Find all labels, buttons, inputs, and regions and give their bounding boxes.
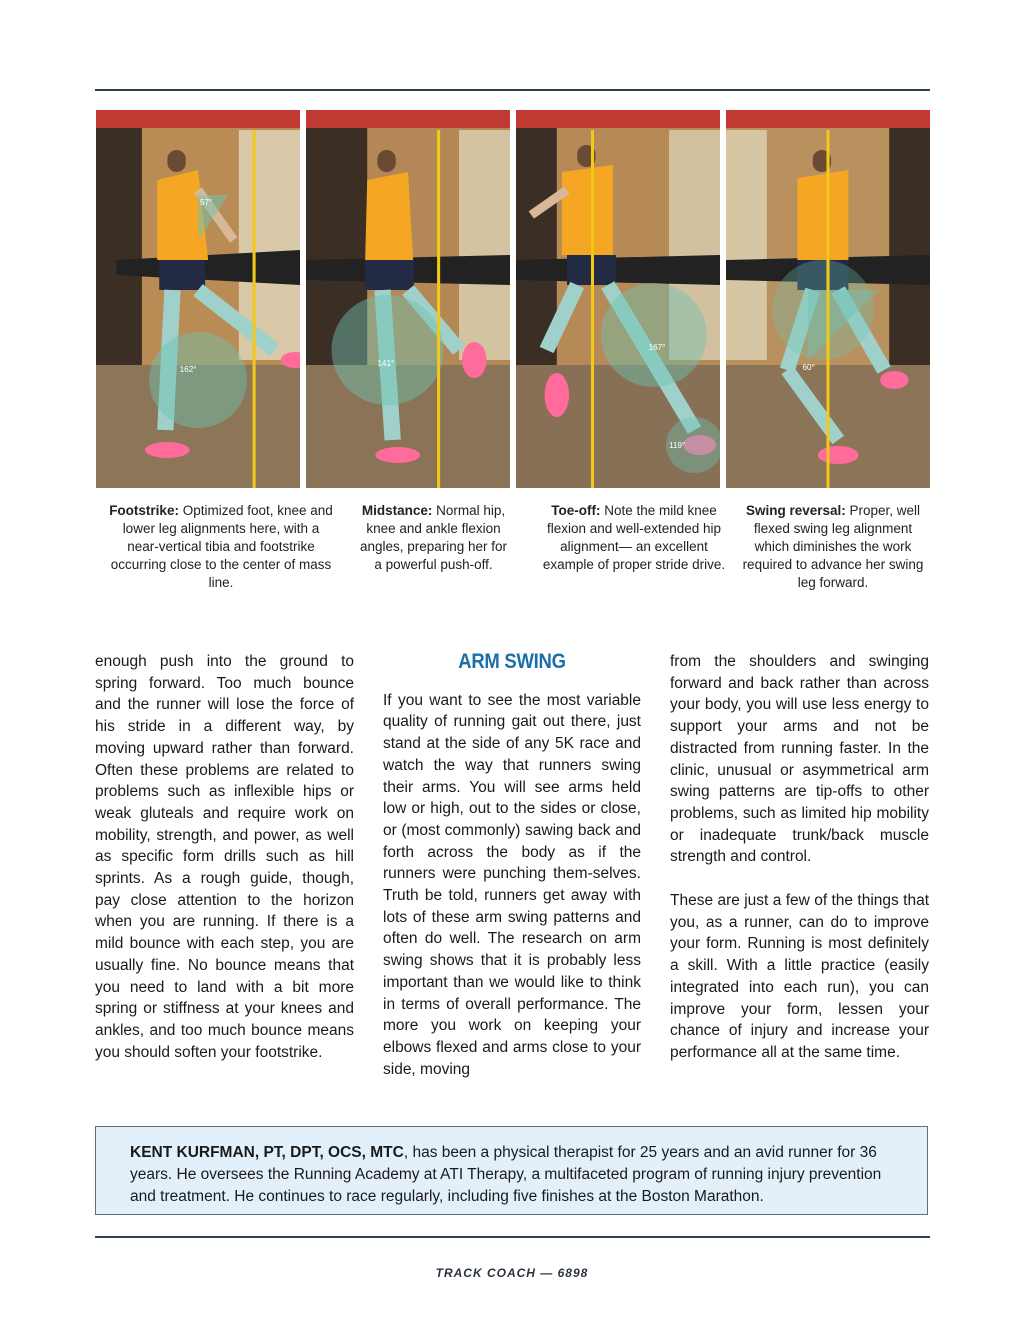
angle-label: 57° [200, 198, 213, 207]
section-heading: ARM SWING [458, 650, 566, 673]
author-bio-box [95, 1126, 928, 1215]
angle-label: 141° [377, 359, 395, 368]
page-footer: TRACK COACH — 6898 [435, 1266, 589, 1280]
photo-footstrike [96, 110, 300, 488]
caption-text: Optimized foot, knee and lower leg alignments here, with a near-vertical tibia and footstrike occurring close to the center of mass line. [110, 503, 333, 590]
bottom-rule [95, 1236, 930, 1238]
photo-swing-reversal [726, 110, 930, 488]
caption-title: Footstrike: [109, 503, 179, 518]
caption-text: Note the mild knee flexion and well-extended hip alignment— an excellent example of proper stride drive. [542, 503, 726, 572]
middle-column [383, 651, 641, 1080]
author-bio-text: , has been a physical therapist for 25 years and an avid runner for 36 years. He oversees the Running Academy at ATI Therapy, a multifaceted program of running injury prevention and treatment. He continues to race regularly, including five finishes at the Boston Marathon. [130, 1144, 882, 1205]
caption-text: Proper, well flexed swing leg alignment which diminishes the work required to advance her swing leg forward. [742, 503, 924, 590]
angle-label: 162° [179, 365, 197, 374]
right-column-p1: from the shoulders and swinging forward and back rather than across your body, you will use less energy to support your arms and not be distracted from running faster. In the clinic, unusual or asymmetrical arm swing patterns are tip-offs to other problems, such as limited hip mobility or inadequate trunk/back muscle strength and control. [670, 653, 929, 866]
right-column-p2: These are just a few of the things that you, as a runner, can do to improve your form. Running is most definitely a skill. With a little practice (easily integrated into each run), you can improve your form, lessen your chance of injury and increase your performance all at the same time. [670, 892, 929, 1061]
right-column [670, 651, 929, 1064]
caption-footstrike [108, 502, 334, 592]
gait-photo-strip [96, 110, 930, 488]
caption-midstance [356, 502, 511, 574]
author-name: KENT KURFMAN, PT, DPT, OCS, MTC [130, 1144, 404, 1161]
caption-swing-reversal [742, 502, 924, 592]
middle-column-text: If you want to see the most variable quality of running gait out there, just stand at the side of any 5K race and watch the way that runners swing their arms. You will see arms held low or high, out to the sides or close, or (most commonly) sawing back and forth across the body as if the runners were punching them-selves. Truth be told, runners get away with lots of these arm swing patterns and often do well. The research on arm swing shows that it is probably less important than we would like to think in terms of overall performance. The more you work on keeping your elbows flexed and arms close to your side, moving [383, 691, 641, 1078]
caption-toe-off [536, 502, 732, 574]
photo-midstance [306, 110, 510, 488]
angle-label: 60° [802, 363, 815, 372]
caption-title: Midstance: [361, 503, 433, 518]
caption-text: Normal hip, knee and ankle flexion angles, preparing her for a powerful push-off. [359, 503, 508, 572]
caption-title: Swing reversal: [745, 503, 846, 518]
top-rule [95, 89, 930, 91]
photo-toe-off [516, 110, 720, 488]
left-column-text: enough push into the ground to spring forward. Too much bounce and the runner will lose the force of his stride in a different way, by moving upward rather than forward. Often these problems are related to problems such as inflexible hips or weak gluteals and require work on mobility, strength, and power, as well as specific form drills such as hill sprints. As a rough guide, though, pay close attention to the horizon when you are running. If there is a mild bounce with each step, you are usually fine. No bounce means that you need to land with a bit more spring or stiffness at your knees and ankles, and too much bounce means you should soften your footstrike. [95, 653, 354, 1061]
left-column [95, 651, 354, 1063]
angle-label: 119° [669, 441, 686, 450]
caption-title: Toe-off: [551, 503, 601, 518]
angle-label: 167° [648, 343, 666, 352]
